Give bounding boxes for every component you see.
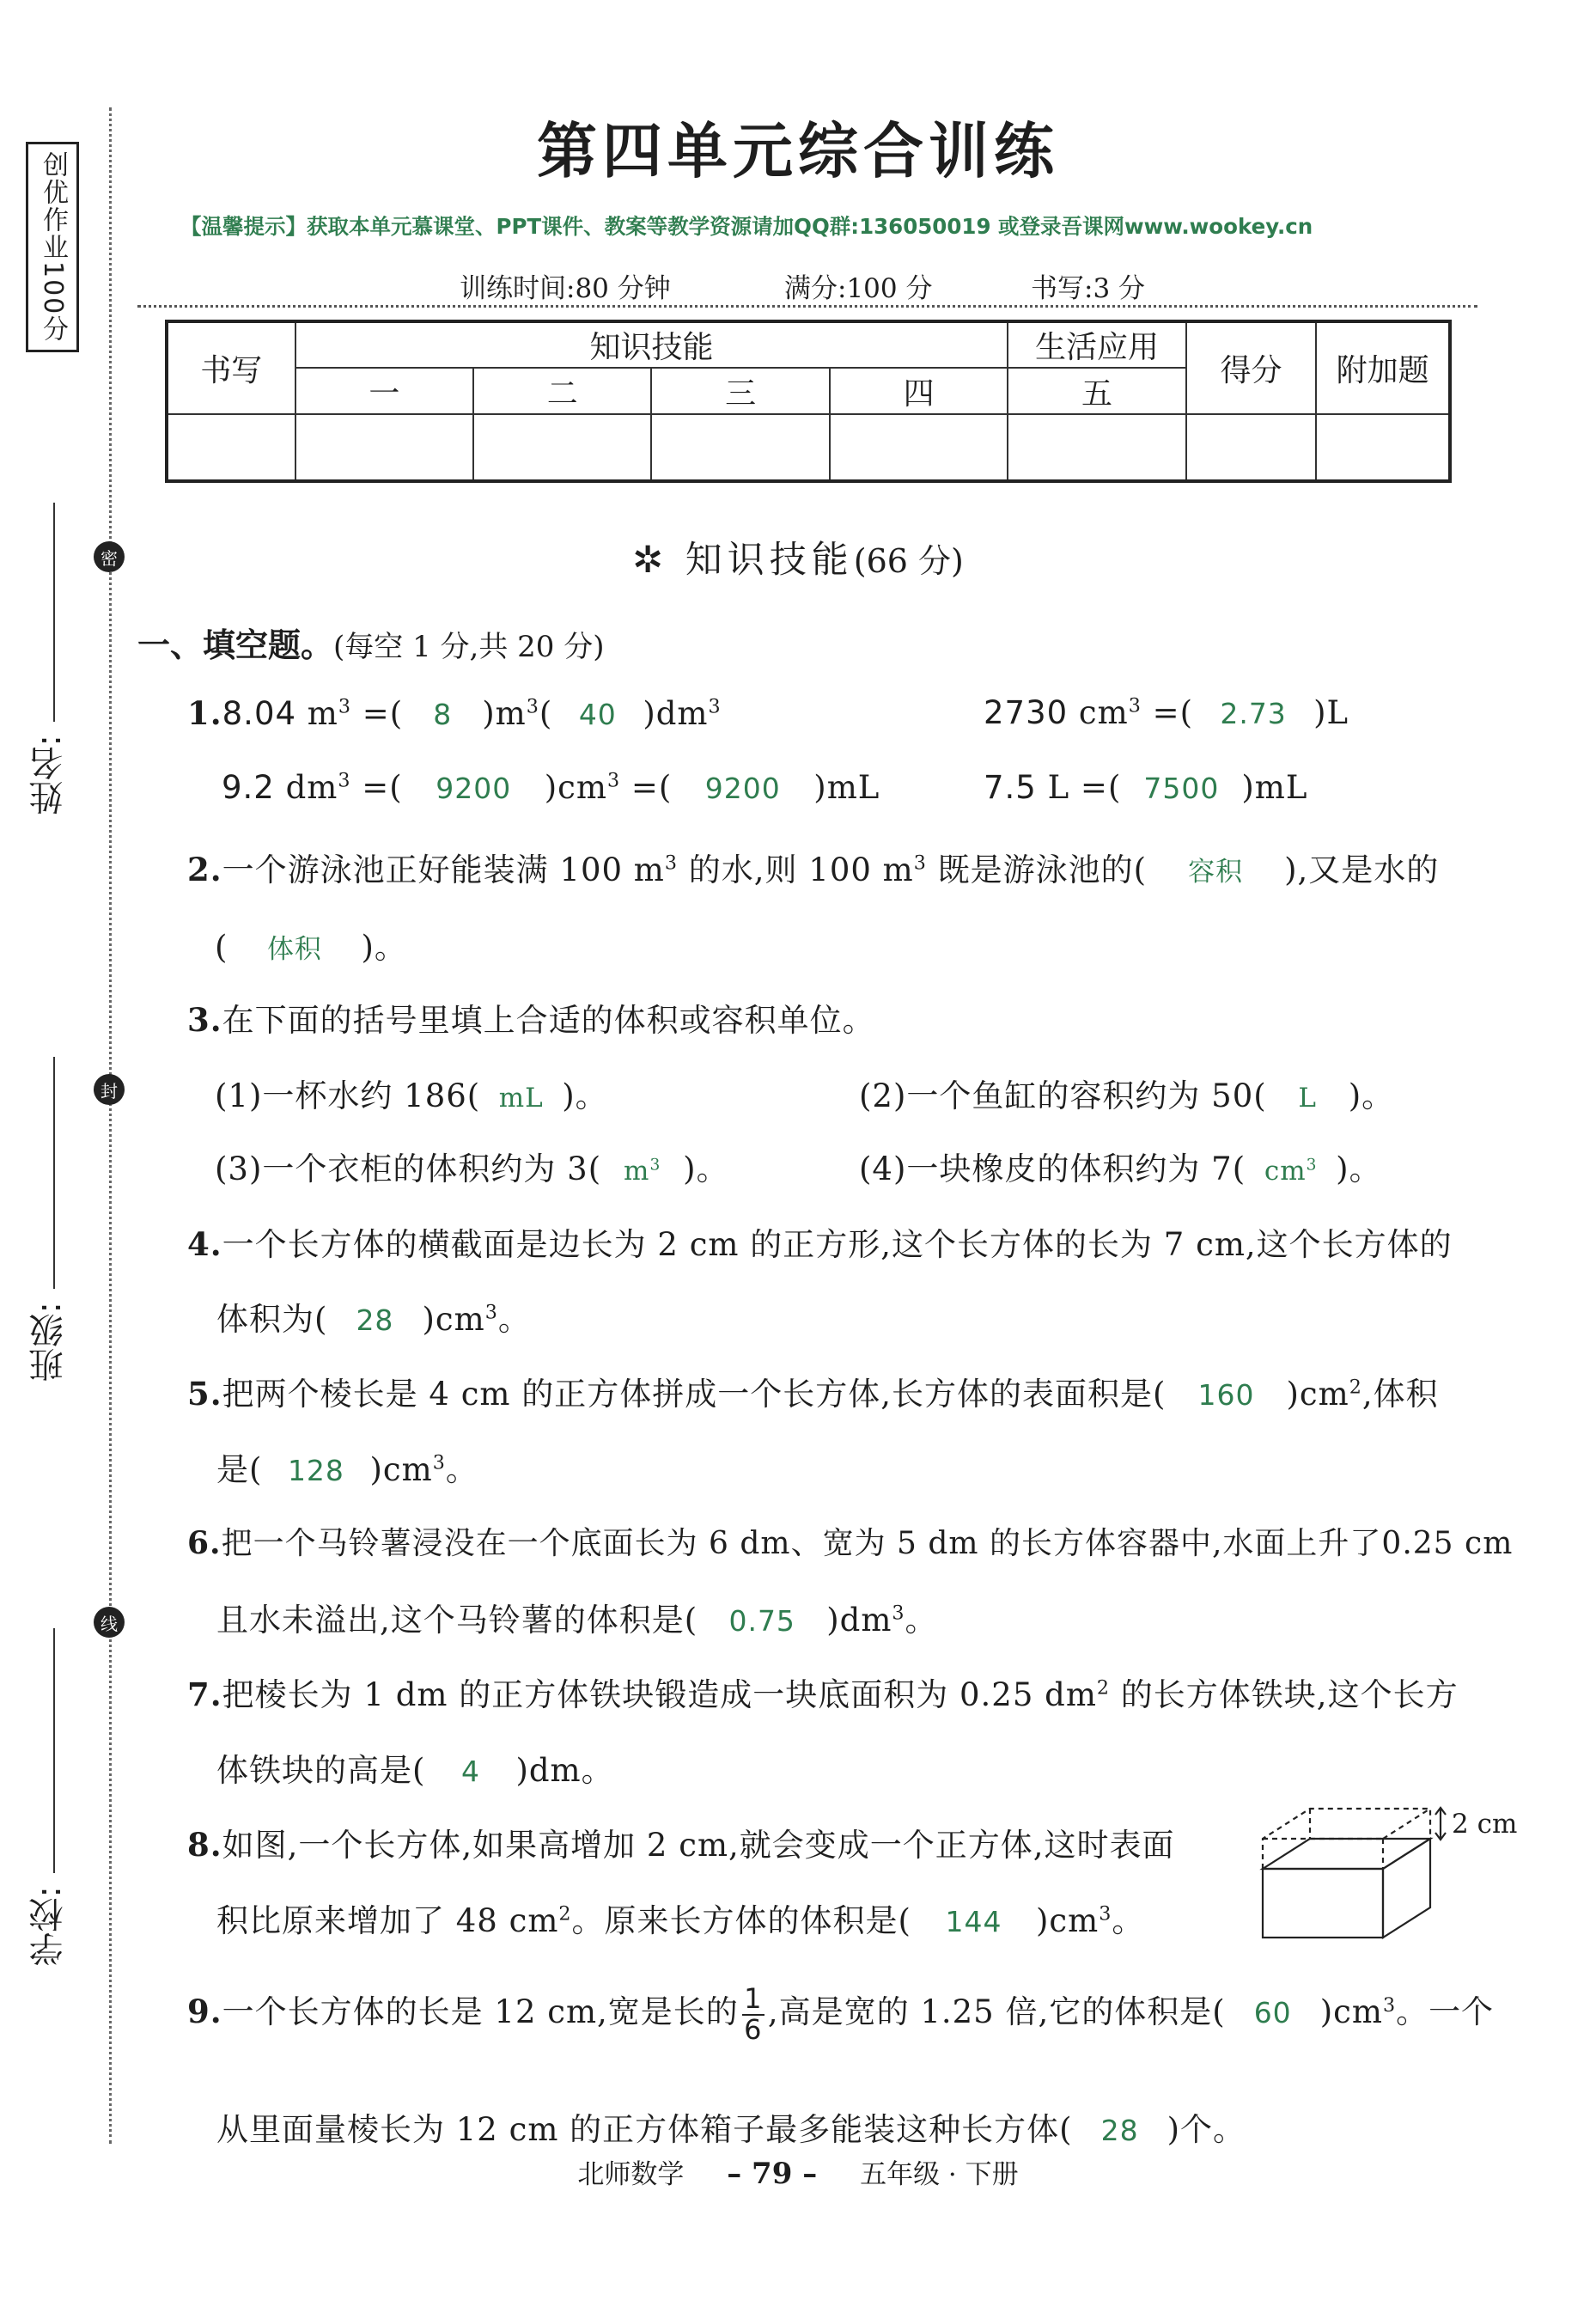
answer-q5-2[interactable]: 128: [287, 1454, 344, 1487]
q9-text: 一个长方体的长是 12 cm,宽是长的: [222, 1993, 739, 2031]
q3-sub2: (2)一个鱼缸的容积约为 50( L )。: [859, 1077, 1395, 1114]
score-table: [165, 320, 1452, 483]
class-line: [53, 1057, 55, 1289]
q8-line1: [187, 1819, 1175, 1865]
q1-line1-left: 1.8.04 $m^3$ =( 8 )$m^3$( 40 )$dm^3$: [187, 694, 722, 732]
q1-line2-left: 9.2 $dm^3$ =( 9200 )$cm^3$ =( 9200 )mL: [222, 769, 880, 806]
q3-sub3-text: (3)一个衣柜的体积约为 3(: [215, 1150, 602, 1187]
cuboid-side-face: [1383, 1839, 1430, 1938]
answer-q2-1[interactable]: 容积: [1188, 857, 1244, 888]
q7-line2: 体铁块的高是( 4 )dm。: [216, 1752, 614, 1789]
page-title: 第四单元综合训练: [537, 115, 1059, 186]
answer-q9-1[interactable]: 60: [1253, 1996, 1292, 2030]
answer-q3-1[interactable]: mL: [498, 1083, 544, 1114]
name-label: 姓名:: [29, 735, 69, 815]
answer-q8-1[interactable]: 144: [945, 1905, 1002, 1938]
q-number: 9.: [187, 1993, 222, 2031]
q6-text: 把一个马铃薯浸没在一个底面长为 6 dm、宽为 5 dm 的长方体容器中,水面上升了0.25 cm: [221, 1526, 1514, 1561]
seal-feng: 封: [94, 1074, 125, 1105]
figure-label: 2 cm: [1452, 1809, 1518, 1840]
answer-q2-2[interactable]: 体积: [266, 934, 322, 965]
answer-q9-2[interactable]: 28: [1100, 2114, 1139, 2147]
q3-sub3: (3)一个衣柜的体积约为 3( $m^3$ )。: [215, 1150, 729, 1187]
answer-q7-1[interactable]: 4: [460, 1755, 480, 1788]
score-col-1: 一: [295, 368, 473, 414]
score-cell[interactable]: [1316, 414, 1450, 481]
cut-line: [109, 107, 112, 2144]
q3-sub4-text: (4)一块橡皮的体积约为 7(: [859, 1150, 1246, 1187]
q4-line2: 体积为( 28 )$cm^3$。: [216, 1301, 531, 1338]
score-cell[interactable]: [473, 414, 651, 481]
score-cell[interactable]: [651, 414, 829, 481]
class-label: 班级:: [29, 1302, 69, 1382]
flower-icon: ✲: [632, 539, 669, 582]
answer-q3-4-unit: cm: [1264, 1156, 1307, 1187]
q4-text-2: 体积为(: [216, 1301, 328, 1338]
q-number: 4.: [187, 1225, 222, 1263]
score-cell[interactable]: [1186, 414, 1317, 481]
q9-text-4: 从里面量棱长为 12 cm 的正方体箱子最多能装这种长方体(: [216, 2111, 1073, 2148]
answer-q1-4[interactable]: 9200: [436, 772, 512, 805]
score-col-5: 五: [1008, 368, 1185, 414]
answer-q4-1[interactable]: 28: [356, 1303, 394, 1337]
q3-sub4: (4)一块橡皮的体积约为 7( $cm^3$ )。: [859, 1150, 1382, 1187]
q1-line1-right: 2730 $cm^3$ =( 2.73 )L: [984, 694, 1349, 731]
q-number: 3.: [187, 1001, 222, 1039]
q-number: 8.: [187, 1826, 222, 1864]
q2-line2: ( 体积 )。: [215, 929, 407, 966]
score-col-2: 二: [473, 368, 651, 414]
part-title: [137, 619, 604, 666]
score-life-header: 生活应用: [1008, 321, 1185, 368]
seal-xian: 线: [94, 1607, 125, 1638]
answer-q3-3-unit: m: [624, 1156, 650, 1187]
q6-text-2: 且水未溢出,这个马铃薯的体积是(: [216, 1602, 698, 1639]
q7-line1: 7.把棱长为 1 dm 的正方体铁块锻造成一块底面积为 0.25 $dm^2$ 的长方体铁块,这个长方: [187, 1675, 1459, 1713]
q6-line1: [187, 1519, 1513, 1563]
q7-text: 把棱长为 1 dm 的正方体铁块锻造成一块底面积为 0.25 dm: [222, 1676, 1097, 1713]
q2-text-c: 既是游泳池的(: [926, 851, 1148, 888]
score-writing-header: 书写: [167, 321, 295, 414]
q8-text-3: 。原来长方体的体积是(: [571, 1902, 911, 1939]
fraction-numerator: 1: [744, 1982, 763, 2015]
score-cell[interactable]: [1008, 414, 1185, 481]
q3-text: 在下面的括号里填上合适的体积或容积单位。: [222, 1002, 875, 1039]
q3-line1: [187, 994, 875, 1041]
score-cell[interactable]: [295, 414, 473, 481]
answer-q3-4[interactable]: $cm^3$: [1264, 1156, 1318, 1187]
answer-q1-5[interactable]: 9200: [704, 772, 781, 805]
section-title: [0, 531, 1596, 583]
q1-line2-right: 7.5 L =( 7500 )mL: [984, 769, 1308, 806]
writing-score-info: 书写:3 分: [1031, 273, 1146, 304]
q3-sub1: (1)一杯水约 186( mL )。: [215, 1077, 608, 1114]
tip-text: 【温馨提示】获取本单元慕课堂、PPT课件、教案等教学资源请加QQ群:136050019 或登录吾课网www.wookey.cn: [180, 214, 1313, 239]
section-name: 知识技能: [685, 539, 854, 582]
q5-line2: 是( 128 )$cm^3$。: [216, 1451, 478, 1488]
seal-mi: 密: [94, 541, 125, 572]
q2-text-a: 一个游泳池正好能装满 100 m: [222, 851, 665, 888]
answer-q1-6[interactable]: 7500: [1143, 772, 1220, 805]
q4-line1: [187, 1218, 1453, 1265]
q7-text-b: 的长方体铁块,这个长方: [1110, 1676, 1459, 1713]
q3-sub2-text: (2)一个鱼缸的容积约为 50(: [859, 1077, 1267, 1114]
score-cell[interactable]: [167, 414, 295, 481]
answer-q5-1[interactable]: 160: [1197, 1378, 1255, 1412]
q-number: 2.: [187, 851, 222, 888]
part-note: (每空 1 分,共 20 分): [333, 630, 605, 664]
cuboid-front-face: [1263, 1869, 1383, 1938]
school-label: 学校:: [29, 1886, 69, 1967]
q9-text-2: ,高是宽的 1.25 倍,它的体积是(: [767, 1993, 1226, 2031]
score-total-header: 得分: [1186, 321, 1317, 414]
answer-q3-2[interactable]: L: [1298, 1083, 1317, 1114]
q7-text-2: 体铁块的高是(: [216, 1752, 426, 1789]
school-line: [53, 1628, 55, 1873]
q9-text-3: 一个: [1428, 1993, 1495, 2031]
q4-text: 一个长方体的横截面是边长为 2 cm 的正方形,这个长方体的长为 7 cm,这个长方体的: [222, 1226, 1453, 1263]
q-number: 7.: [187, 1675, 222, 1713]
part-label: 一、填空题。: [137, 626, 334, 664]
q-number: 1.: [187, 694, 222, 732]
q8-text-2: 积比原来增加了 48 cm: [216, 1902, 559, 1939]
full-score-info: 满分:100 分: [784, 273, 933, 304]
answer-q1-1[interactable]: 8: [433, 698, 453, 731]
q-number: 5.: [187, 1375, 222, 1413]
footer-book: 北师数学: [577, 2159, 685, 2190]
answer-q3-3[interactable]: $m^3$: [624, 1156, 661, 1187]
fraction-denominator: 6: [744, 2012, 763, 2046]
q9-line1: 9.一个长方体的长是 12 cm,宽是长的 $\frac{1}{6}$ ,高是宽的 1.25 倍,它的体积是( 60 )$cm^3$。一个: [187, 1982, 1495, 2046]
q5-text-2: 是(: [216, 1451, 263, 1488]
answer-q1-2[interactable]: 40: [578, 698, 617, 731]
q8-text: 如图,一个长方体,如果高增加 2 cm,就会变成一个正方体,这时表面: [222, 1827, 1175, 1864]
q6-line2: 且水未溢出,这个马铃薯的体积是( 0.75 )$dm^3$。: [216, 1602, 938, 1639]
answer-q6-1[interactable]: 0.75: [728, 1604, 795, 1638]
section-points: (66 分): [853, 542, 964, 580]
score-bonus-header: 附加题: [1316, 321, 1450, 414]
score-col-4: 四: [830, 368, 1008, 414]
answer-q1-3[interactable]: 2.73: [1220, 697, 1287, 730]
page-footer: [0, 2152, 1596, 2191]
q3-sub1-text: (1)一杯水约 186(: [215, 1077, 481, 1114]
footer-grade: 五年级 · 下册: [860, 2159, 1019, 2190]
page-number: – 79 –: [727, 2157, 818, 2191]
score-col-3: 三: [651, 368, 829, 414]
q8-line2: 积比原来增加了 48 $cm^2$。原来长方体的体积是( 144 )$cm^3$。: [216, 1902, 1145, 1939]
score-cell[interactable]: [830, 414, 1008, 481]
fraction: [742, 1982, 764, 2046]
q5-line1: 5.把两个棱长是 4 cm 的正方体拼成一个长方体,长方体的表面积是( 160 )$cm^2$,体积: [187, 1375, 1439, 1413]
brand-text: 创优作业100分: [38, 150, 68, 344]
divider: [137, 305, 1477, 308]
time-info: 训练时间:80 分钟: [460, 273, 671, 304]
q2-text-d: ),又是水的: [1284, 851, 1440, 888]
q-number: 6.: [187, 1525, 222, 1561]
score-knowledge-header: 知识技能: [295, 321, 1008, 368]
q2-text-b: 的水,则 100 m: [678, 851, 914, 888]
q5-text: 把两个棱长是 4 cm 的正方体拼成一个长方体,长方体的表面积是(: [222, 1376, 1167, 1413]
q9-line2: 从里面量棱长为 12 cm 的正方体箱子最多能装这种长方体( 28 )个。: [216, 2111, 1246, 2148]
q2-line1: 2.一个游泳池正好能装满 100 $m^3$ 的水,则 100 $m^3$ 既是游泳池的( 容积 ),又是水的: [187, 851, 1440, 888]
